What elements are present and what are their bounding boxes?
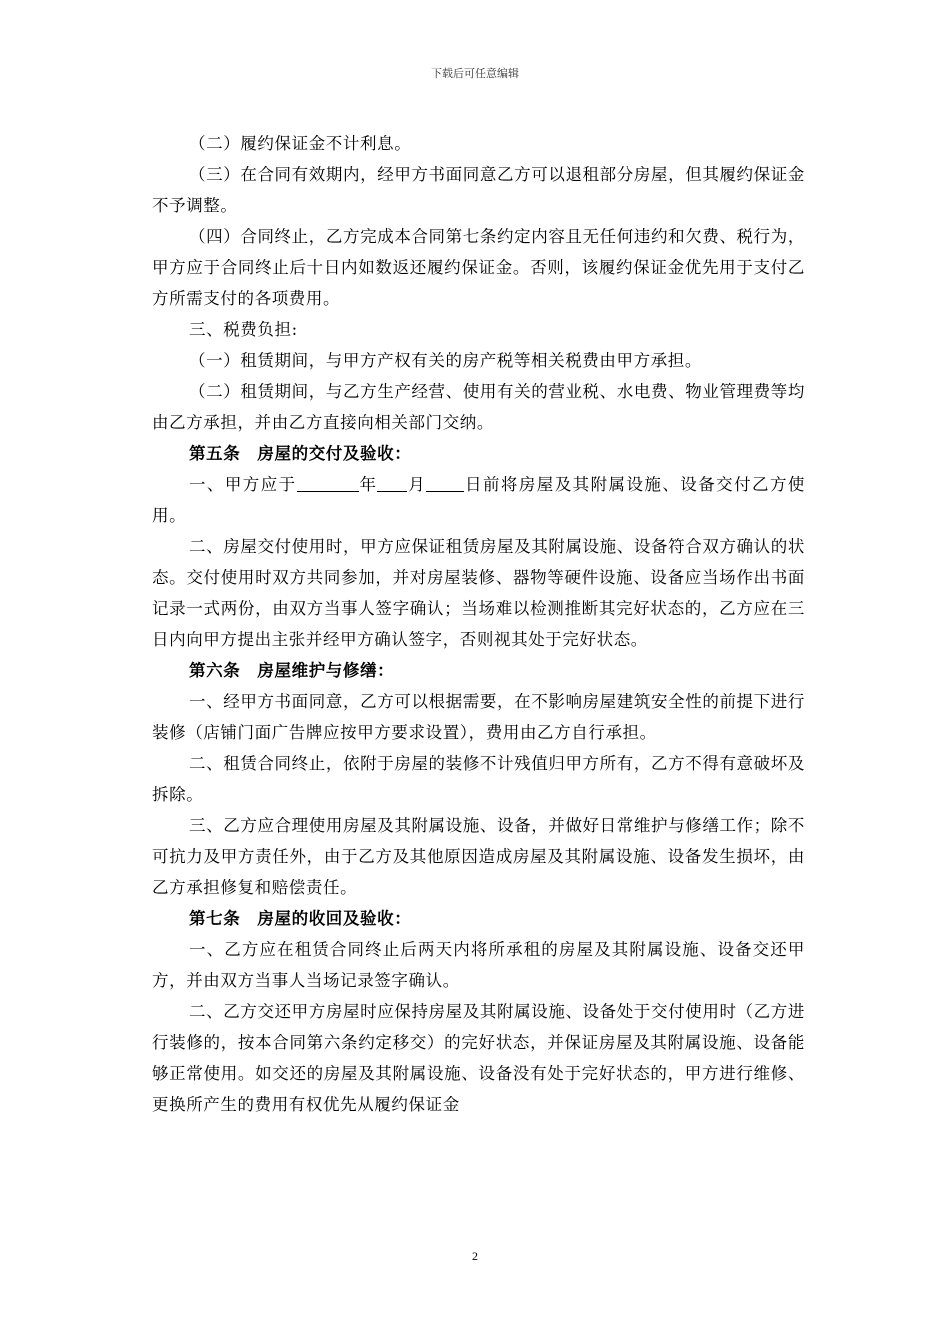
day-blank: [426, 473, 464, 492]
article-heading: 第七条 房屋的收回及验收：: [189, 909, 412, 928]
article-heading: 第五条 房屋的交付及验收：: [189, 444, 412, 463]
year-label: 年: [358, 475, 378, 494]
month-label: 月: [407, 475, 427, 494]
page-header: 下载后可任意编辑: [431, 67, 519, 80]
paragraph: （一）租赁期间，与甲方产权有关的房产税等相关税费由甲方承担。: [189, 351, 702, 370]
section-heading: 三、税费负担:: [189, 320, 298, 339]
clause-suffix: 日前将房屋及其附属设施、设备交付乙方使用。: [152, 475, 805, 525]
month-blank: [377, 473, 407, 492]
paragraph: 二、房屋交付使用时，甲方应保证租赁房屋及其附属设施、设备符合双方确认的状态。交付使用时双方共同参加，并对房屋装修、器物等硬件设施、设备应当场作出书面记录一式两份，由双方当事人签字确认；当场难以检测推断其完好状态的，乙方应在三日内向甲方提出主张并经甲方确认签字，否则视其处于完好状态。: [152, 537, 805, 649]
paragraph: 二、租赁合同终止，依附于房屋的装修不计残值归甲方所有，乙方不得有意破坏及拆除。: [152, 754, 805, 804]
page-number: 2: [472, 1249, 478, 1263]
paragraph: 二、乙方交还甲方房屋时应保持房屋及其附属设施、设备处于交付使用时（乙方进行装修的，按本合同第六条约定移交）的完好状态，并保证房屋及其附属设施、设备能够正常使用。如交还的房屋及其附属设施、设备没有处于完好状态的，甲方进行维修、更换所产生的费用有权优先从履约保证金: [152, 1002, 805, 1114]
paragraph: 三、乙方应合理使用房屋及其附属设施、设备，并做好日常维护与修缮工作；除不可抗力及甲方责任外，由于乙方及其他原因造成房屋及其附属设施、设备发生损坏，由乙方承担修复和赔偿责任。: [152, 816, 805, 897]
paragraph: （二）租赁期间，与乙方生产经营、使用有关的营业税、水电费、物业管理费等均由乙方承担，并由乙方直接向相关部门交纳。: [152, 382, 805, 432]
clause-prefix: 一、甲方应于: [189, 475, 297, 494]
paragraph: （二）履约保证金不计利息。: [189, 134, 412, 153]
document-body: [152, 128, 805, 1120]
article-heading: 第六条 房屋维护与修缮：: [189, 661, 395, 680]
paragraph: 一、经甲方书面同意，乙方可以根据需要，在不影响房屋建筑安全性的前提下进行装修（店铺门面广告牌应按甲方要求设置），费用由乙方自行承担。: [152, 692, 805, 742]
year-blank: [297, 473, 359, 492]
paragraph: 一、乙方应在租赁合同终止后两天内将所承租的房屋及其附属设施、设备交还甲方，并由双方当事人当场记录签字确认。: [152, 940, 805, 990]
delivery-clause: [152, 469, 805, 531]
paragraph: （四）合同终止，乙方完成本合同第七条约定内容且无任何违约和欠费、税行为，甲方应于合同终止后十日内如数返还履约保证金。否则，该履约保证金优先用于支付乙方所需支付的各项费用。: [152, 227, 805, 308]
paragraph: （三）在合同有效期内，经甲方书面同意乙方可以退租部分房屋，但其履约保证金不予调整。: [152, 165, 805, 215]
